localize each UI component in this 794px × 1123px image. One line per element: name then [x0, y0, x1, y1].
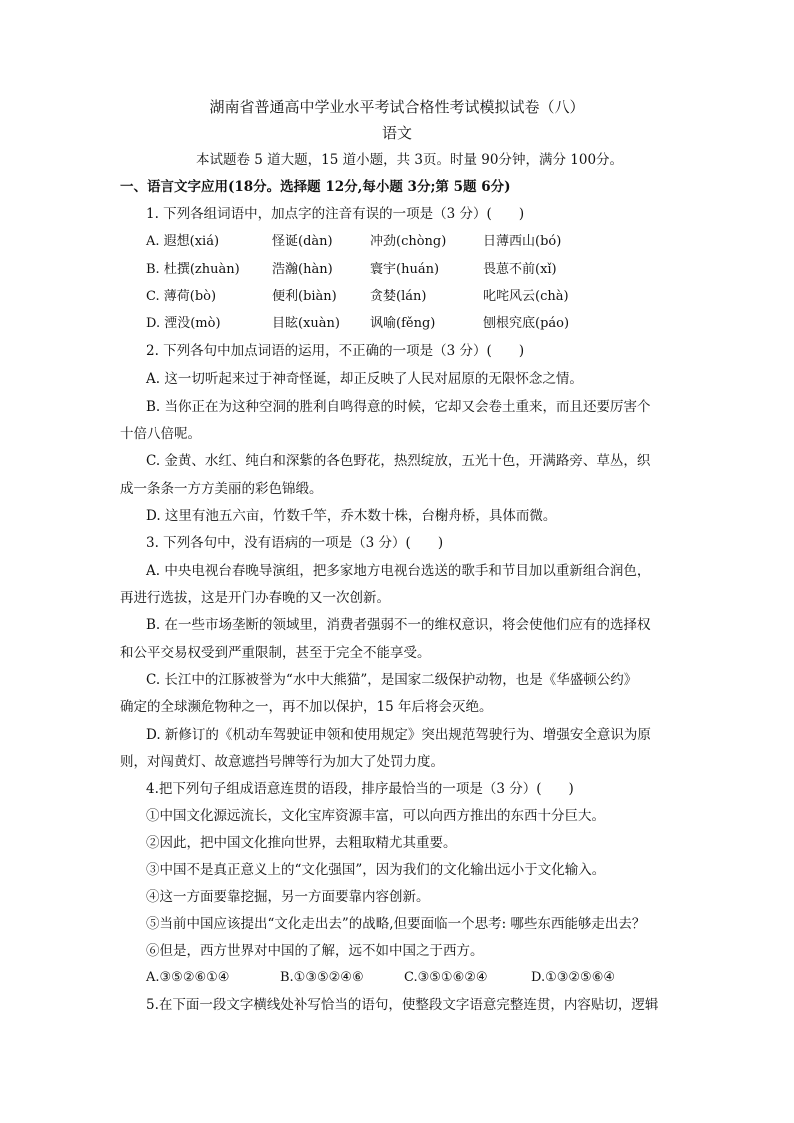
q3-option-d-cont: 则，对闯黄灯、故意遮挡号牌等行为加大了处罚力度。 — [120, 754, 444, 770]
q4-sentence-5: ⑤当前中国应该提出“文化走出去”的战略,但要面临一个思考: 哪些东西能够走出去？ — [146, 916, 646, 932]
q3-option-a: A. 中央电视台春晚导演组，把多家地方电视台选送的歌手和节目加以重新组合润色， — [146, 563, 651, 579]
q5-stem: 5.在下面一段文字横线处补写恰当的语句，使整段文字语意完整连贯，内容贴切，逻辑 — [146, 997, 659, 1013]
subject-title: 语文 — [381, 124, 412, 142]
q1-a-3: 冲劲(chòng) — [370, 234, 447, 249]
q4-sentence-2: ②因此，把中国文化推向世界，去粗取精尤其重要。 — [146, 835, 457, 851]
q1-d-1: D. 湮没(mò) — [146, 316, 221, 331]
q1-c-2: 便利(biàn) — [272, 289, 337, 304]
q1-b-2: 浩瀚(hàn) — [272, 262, 333, 277]
q3-option-b-cont: 和公平交易权受到严重限制，甚至于完全不能享受。 — [120, 645, 431, 661]
q4-option-b: B.①③⑤②④⑥ — [280, 970, 364, 985]
q1-b-3: 寰宇(huán) — [370, 262, 440, 277]
q1-d-4: 刨根究底(páo) — [483, 316, 570, 331]
q1-c-1: C. 薄荷(bò) — [146, 289, 217, 304]
q4-stem: 4.把下列句子组成语意连贯的语段，排序最恰当的一项是（3 分）( ) — [146, 781, 574, 797]
exam-intro: 本试题卷 5 道大题，15 道小题，共 3页。时量 90分钟，满分 100分。 — [196, 152, 624, 168]
q2-option-c: C. 金黄、水红、纯白和深紫的各色野花，热烈绽放，五光十色，开满路旁、草丛，织 — [146, 453, 651, 469]
q3-stem: 3. 下列各句中，没有语病的一项是（3 分）( ) — [146, 535, 444, 551]
q4-option-d: D.①③②⑤⑥④ — [531, 970, 616, 985]
q4-option-a: A.③⑤②⑥①④ — [146, 970, 230, 985]
q3-option-b: B. 在一些市场垄断的领域里，消费者强弱不一的维权意识，将会使他们应有的选择权 — [146, 617, 651, 633]
section-heading: 一、语言文字应用(18分。选择题 12分,每小题 3分;第 5题 6分) — [120, 179, 511, 195]
q3-option-c-cont: 确定的全球濒危物种之一，再不加以保护，15 年后将会灭绝。 — [120, 699, 493, 715]
q2-option-c-cont: 成一条条一方方美丽的彩色锦缎。 — [120, 481, 323, 497]
q4-sentence-1: ①中国文化源远流长，文化宝库资源丰富，可以向西方推出的东西十分巨大。 — [146, 808, 605, 824]
q1-d-3: 讽喻(fěng) — [370, 316, 436, 331]
q1-c-4: 叱咤风云(chà) — [483, 289, 569, 304]
q1-d-2: 目眩(xuàn) — [272, 316, 340, 331]
q2-option-d: D. 这里有池五六亩，竹数千竿，乔木数十株，台榭舟桥，具体而微。 — [146, 508, 557, 524]
q1-a-2: 怪诞(dàn) — [272, 234, 333, 249]
q2-option-a: A. 这一切听起来过于神奇怪诞，却正反映了人民对屈原的无限怀念之情。 — [146, 371, 583, 387]
q1-a-4: 日薄西山(bó) — [483, 234, 562, 249]
q1-a-1: A. 遐想(xiá) — [146, 234, 220, 249]
q4-sentence-4: ④这一方面要靠挖掘，另一方面要靠内容创新。 — [146, 889, 430, 905]
q3-option-d: D. 新修订的《机动车驾驶证申领和使用规定》突出规范驾驶行为、增强安全意识为原 — [146, 727, 651, 743]
exam-title: 湖南省普通高中学业水平考试合格性考试模拟试卷（八） — [209, 98, 585, 116]
q3-option-c: C. 长江中的江豚被誉为“水中大熊猫”，是国家二级保护动物，也是《华盛顿公约》 — [146, 672, 638, 688]
q1-b-1: B. 杜撰(zhuàn) — [146, 262, 240, 277]
q1-stem: 1. 下列各组词语中，加点字的注音有误的一项是（3 分）( ) — [146, 206, 525, 222]
q1-b-4: 畏葸不前(xǐ) — [483, 262, 557, 277]
q1-c-3: 贪婪(lán) — [370, 289, 427, 304]
q2-option-b: B. 当你正在为这种空洞的胜利自鸣得意的时候，它却又会卷土重来，而且还要厉害个 — [146, 399, 651, 415]
q2-stem: 2. 下列各句中加点词语的运用，不正确的一项是（3 分）( ) — [146, 343, 525, 359]
q4-sentence-3: ③中国不是真正意义上的“文化强国”，因为我们的文化输出远小于文化输入。 — [146, 862, 606, 878]
q4-sentence-6: ⑥但是，西方世界对中国的了解，远不如中国之于西方。 — [146, 943, 484, 959]
q2-option-b-cont: 十倍八倍呢。 — [120, 426, 201, 442]
q3-option-a-cont: 再进行选拔，这是开门办春晚的又一次创新。 — [120, 590, 390, 606]
q4-option-c: C.③⑤①⑥②④ — [404, 970, 488, 985]
